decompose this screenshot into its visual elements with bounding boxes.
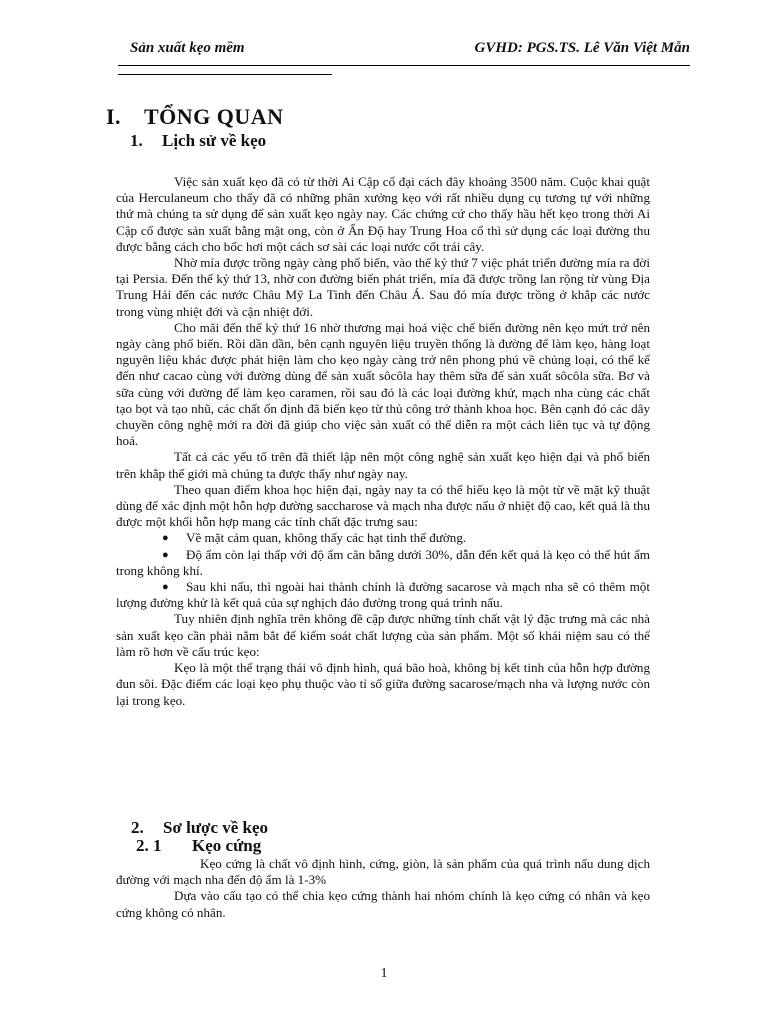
list-item-text: Độ ẩm còn lại thấp với độ ẩm cân bằng dưới 30%, dẫn đến kết quả là kẹo có thể hút ẩm trong không khí.: [116, 546, 650, 578]
paragraph: Kẹo cứng là chất vô định hình, cứng, giòn, là sản phẩm của quá trình nấu dung dịch đường với mạch nha đến độ ẩm là 1-3%: [116, 856, 650, 888]
subsection-title: Sơ lược về kẹo: [163, 818, 269, 837]
subsubsection-number: 2. 1: [136, 836, 162, 855]
section-title: TỔNG QUAN: [144, 104, 284, 129]
section-number: I.: [106, 104, 122, 129]
list-item-text: Sau khi nấu, thì ngoài hai thành chính là đường sacarose và mạch nha sẽ có thêm một lượng đường khử là kết quả của sự nghịch đảo đường trong quá trình nấu.: [116, 579, 650, 611]
bullet-icon: ●: [162, 532, 169, 545]
paragraph: Kẹo là một thể trạng thái vô định hình, quá bão hoà, không bị kết tinh của hỗn hợp đường đun sôi. Đặc điểm các loại kẹo phụ thuộc vào tỉ số giữa đường sacarose/mạch nha và lượng nước còn lại trong kẹo.: [116, 660, 650, 708]
paragraph: Tuy nhiên định nghĩa trên không đề cập được những tính chất vật lý đặc trưng mà các nhà sản xuất kẹo cần phải nắm bắt để kiểm soát chất lượng của sản phẩm. Một số khái niệm sau có thể làm rõ hơn về cấu trúc kẹo:: [116, 611, 650, 659]
subsection-title: Lịch sử về kẹo: [162, 131, 267, 150]
body-text-hard-candy: [116, 856, 650, 921]
paragraph: Việc sản xuất kẹo đã có từ thời Ai Cập cổ đại cách đây khoảng 3500 năm. Cuộc khai quật của Herculaneum cho thấy đã có những phân xưởng kẹo với rất nhiều dụng cụ tương tự với những thứ mà chúng ta sử dụng để sản xuất kẹo ngày nay. Các chứng cứ cho thấy hầu hết kẹo trong thời Ai Cập cổ được sản xuất bằng mật ong, còn ở Ấn Độ hay Trung Hoa cổ thì sử dụng các loại đường thu được bằng cách cho bốc hơi một cách sơ sài các loại nước cốt trái cây.: [116, 174, 650, 254]
subsubsection-heading-hard-candy: [136, 836, 261, 856]
section-heading: [106, 104, 284, 130]
subsection-heading-overview: [131, 818, 268, 838]
list-item-text: Về mặt cảm quan, không thấy các hạt tinh thể đường.: [186, 530, 467, 546]
header-document-title: Sản xuất kẹo mềm: [130, 40, 245, 56]
paragraph: Theo quan điểm khoa học hiện đại, ngày nay ta có thể hiểu kẹo là một từ về mặt kỹ thuật dùng để xác định một hỗn hợp đường saccharose và mạch nha được nấu ở nhiệt độ cao, kết quả là thu được một khối hỗn hợp mang các tính chất đặc trưng sau:: [116, 481, 650, 530]
subsection-number: 2.: [131, 818, 144, 837]
paragraph: Tất cả các yếu tố trên đã thiết lập nên một công nghệ sản xuất kẹo hiện đại và phổ biến trên khắp thế giới mà chúng ta được thấy như ngày nay.: [116, 449, 650, 481]
list-item: [116, 547, 650, 579]
bullet-list: [116, 530, 650, 611]
header-subrule: [118, 74, 332, 75]
header-supervisor: GVHD: PGS.TS. Lê Văn Việt Mẫn: [474, 40, 690, 56]
paragraph: Nhờ mía được trồng ngày càng phổ biến, vào thế kỷ thứ 7 việc phát triển đường mía ra đời tại Persia. Đến thế kỷ thứ 13, nhờ con đường biển phát triển, mía đã được trồng lan rộng từ vùng Địa Trung Hải đến các nước Châu Mỹ La Tinh đến Châu Á. Sau đó mía được trồng ở khắp các nước trong vùng nhiệt đới và cận nhiệt đới.: [116, 255, 650, 319]
list-item: [116, 530, 650, 546]
paragraph: Cho mãi đến thế kỷ thứ 16 nhờ thương mại hoá việc chế biến đường nên kẹo mứt trở nên ngày càng phổ biến. Rồi dần dần, bên cạnh nguyên liệu truyền thống là đường để làm kẹo, hàng loạt nguyên liệu khác được phát hiện làm cho kẹo ngày càng trở nên phong phú về chủng loại, có thể kể đến như cacao cùng với đường dùng để sản xuất sôcôla hay thêm sữa để sản xuất sôcôla sữa. Bơ và sữa cùng với đường để làm kẹo caramen, rồi sau đó là các loại đường khử, mạch nha cùng các chất tạo bọt và tạo nhũ, các chất ổn định đã biến kẹo từ thủ công trở thành khoa học. Bên cạnh đó các dây chuyền công nghệ mới ra đời đã giúp cho việc sản xuất có thể diễn ra một cách liên tục và tự động hoá.: [116, 319, 650, 449]
page-header: [118, 40, 690, 68]
list-item: [116, 579, 650, 611]
header-rule: [118, 65, 690, 66]
subsubsection-title: Kẹo cứng: [192, 836, 262, 855]
bullet-icon: ●: [162, 581, 169, 594]
page-number: 1: [380, 966, 388, 981]
paragraph: Dựa vào cấu tạo có thể chia kẹo cứng thành hai nhóm chính là kẹo cứng có nhân và kẹo cứng không có nhân.: [116, 888, 650, 920]
bullet-icon: ●: [162, 548, 169, 561]
body-text: [116, 174, 650, 709]
subsection-number: 1.: [130, 131, 143, 150]
subsection-heading-history: [130, 131, 266, 151]
